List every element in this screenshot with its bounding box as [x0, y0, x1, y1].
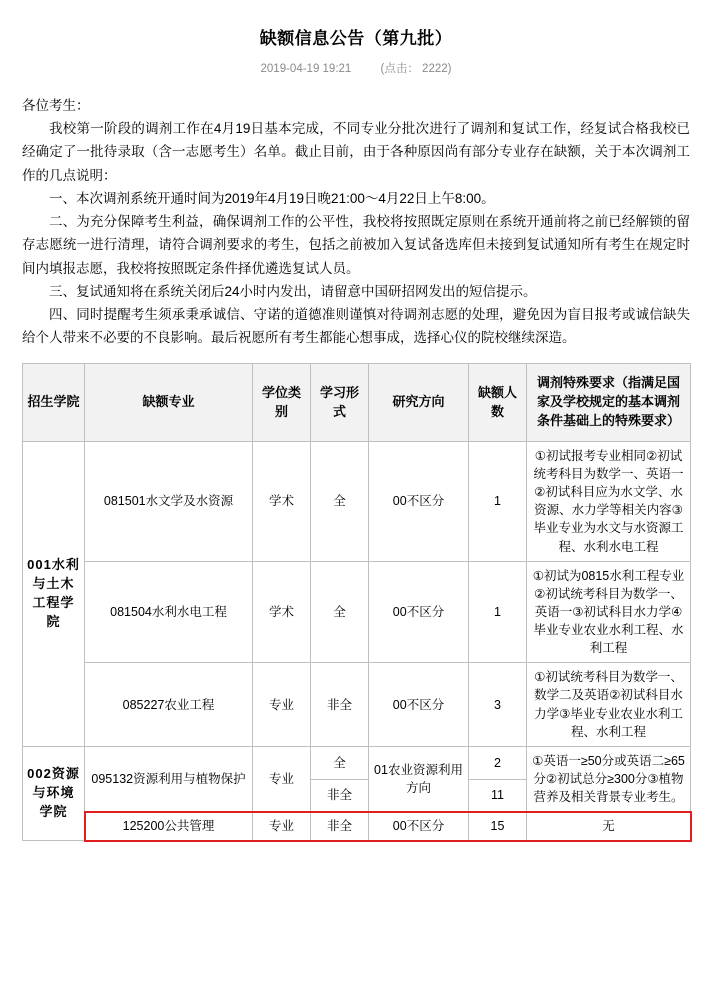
cell-degree-type: 学术 — [253, 561, 311, 663]
table-row-highlighted — [23, 812, 691, 841]
salutation: 各位考生： — [22, 98, 90, 113]
cell-count: 3 — [469, 663, 527, 747]
column-header-degree-type: 学位类别 — [253, 364, 311, 442]
column-header-college: 招生学院 — [23, 364, 85, 442]
publish-datetime: 2019-04-19 19:21 — [260, 63, 352, 75]
cell-college: 002资源与环境学院 — [23, 746, 85, 841]
column-header-study-form: 学习形式 — [311, 364, 369, 442]
column-header-requirement: 调剂特殊要求（指满足国家及学校规定的基本调剂条件基础上的特殊要求） — [527, 364, 691, 442]
cell-major: 095132资源利用与植物保护 — [85, 746, 253, 811]
page-title: 缺额信息公告（第九批） — [259, 29, 453, 48]
cell-major: 085227农业工程 — [85, 663, 253, 747]
cell-study-form: 全 — [311, 561, 369, 663]
cell-study-form: 非全 — [311, 812, 369, 841]
column-header-major: 缺额专业 — [85, 364, 253, 442]
cell-major: 081504水利水电工程 — [85, 561, 253, 663]
column-header-count: 缺额人数 — [469, 364, 527, 442]
cell-major: 125200公共管理 — [85, 812, 253, 841]
meta-line — [22, 60, 690, 76]
table-header-row — [23, 364, 691, 442]
vacancy-table — [22, 363, 691, 841]
cell-count: 1 — [469, 441, 527, 561]
cell-count: 1 — [469, 561, 527, 663]
cell-requirement: ①初试为0815水利工程专业②初试统考科目为数学一、英语一③初试科目水力学④毕业专业农业水利工程、水利工程 — [527, 561, 691, 663]
cell-study-form: 非全 — [311, 779, 369, 812]
table-row — [23, 663, 691, 747]
body-paragraph-5: 四、同时提醒考生须承秉承诚信、守诺的道德准则谨慎对待调剂志愿的处理，避免因为盲目报考或诚信缺失给个人带来不必要的不良影响。最后祝愿所有考生都能心想事成，选择心仪的院校继续深造。 — [22, 306, 690, 346]
cell-direction: 00不区分 — [369, 561, 469, 663]
cell-requirement: ①初试统考科目为数学一、数学二及英语②初试科目水力学③毕业专业农业水利工程、水利工程 — [527, 663, 691, 747]
cell-direction: 01农业资源利用方向 — [369, 746, 469, 811]
body-paragraph-2: 一、本次调剂系统开通时间为2019年4月19日晚21:00～4月22日上午8:00。 — [49, 190, 495, 206]
cell-college: 001水利与土木工程学院 — [23, 441, 85, 746]
cell-count: 15 — [469, 812, 527, 841]
cell-study-form: 全 — [311, 746, 369, 779]
cell-count: 2 — [469, 746, 527, 779]
cell-direction: 00不区分 — [369, 812, 469, 841]
cell-direction: 00不区分 — [369, 441, 469, 561]
cell-count: 11 — [469, 779, 527, 812]
body-paragraph-1: 我校第一阶段的调剂工作在4月19日基本完成，不同专业分批次进行了调剂和复试工作，经复试合格我校已经确定了一批待录取（含一志愿考生）名单。截止目前，由于各种原因尚有部分专业存在缺额，关于本次调剂工作的几点说明： — [22, 121, 690, 183]
cell-degree-type: 专业 — [253, 746, 311, 811]
hit-count: (点击： 2222) — [380, 63, 452, 75]
cell-requirement: ①英语一≥50分或英语二≥65分②初试总分≥300分③植物营养及相关背景专业考生。 — [527, 746, 691, 811]
table-row — [23, 441, 691, 561]
announcement-body — [22, 94, 690, 349]
cell-degree-type: 专业 — [253, 663, 311, 747]
column-header-direction: 研究方向 — [369, 364, 469, 442]
table-row — [23, 746, 691, 779]
body-paragraph-4: 三、复试通知将在系统关闭后24小时内发出，请留意中国研招网发出的短信提示。 — [49, 283, 537, 299]
body-paragraph-3: 二、为充分保障考生利益，确保调剂工作的公平性，我校将按照既定原则在系统开通前将之前已经解锁的留存志愿统一进行清理，请符合调剂要求的考生，包括之前被加入复试备选库但未接到复试通知所有考生在规定时间内填报志愿，我校将按照既定条件择优遴选复试人员。 — [22, 214, 690, 276]
cell-requirement: ①初试报考专业相同②初试统考科目为数学一、英语一②初试科目应为水文学、水资源、水力学等相关内容③毕业专业为水文与水资源工程、水利水电工程 — [527, 441, 691, 561]
cell-requirement: 无 — [527, 812, 691, 841]
cell-major: 081501水文学及水资源 — [85, 441, 253, 561]
table-row — [23, 561, 691, 663]
cell-study-form: 非全 — [311, 663, 369, 747]
cell-study-form: 全 — [311, 441, 369, 561]
cell-degree-type: 专业 — [253, 812, 311, 841]
cell-direction: 00不区分 — [369, 663, 469, 747]
document-page — [0, 24, 712, 981]
cell-degree-type: 学术 — [253, 441, 311, 561]
